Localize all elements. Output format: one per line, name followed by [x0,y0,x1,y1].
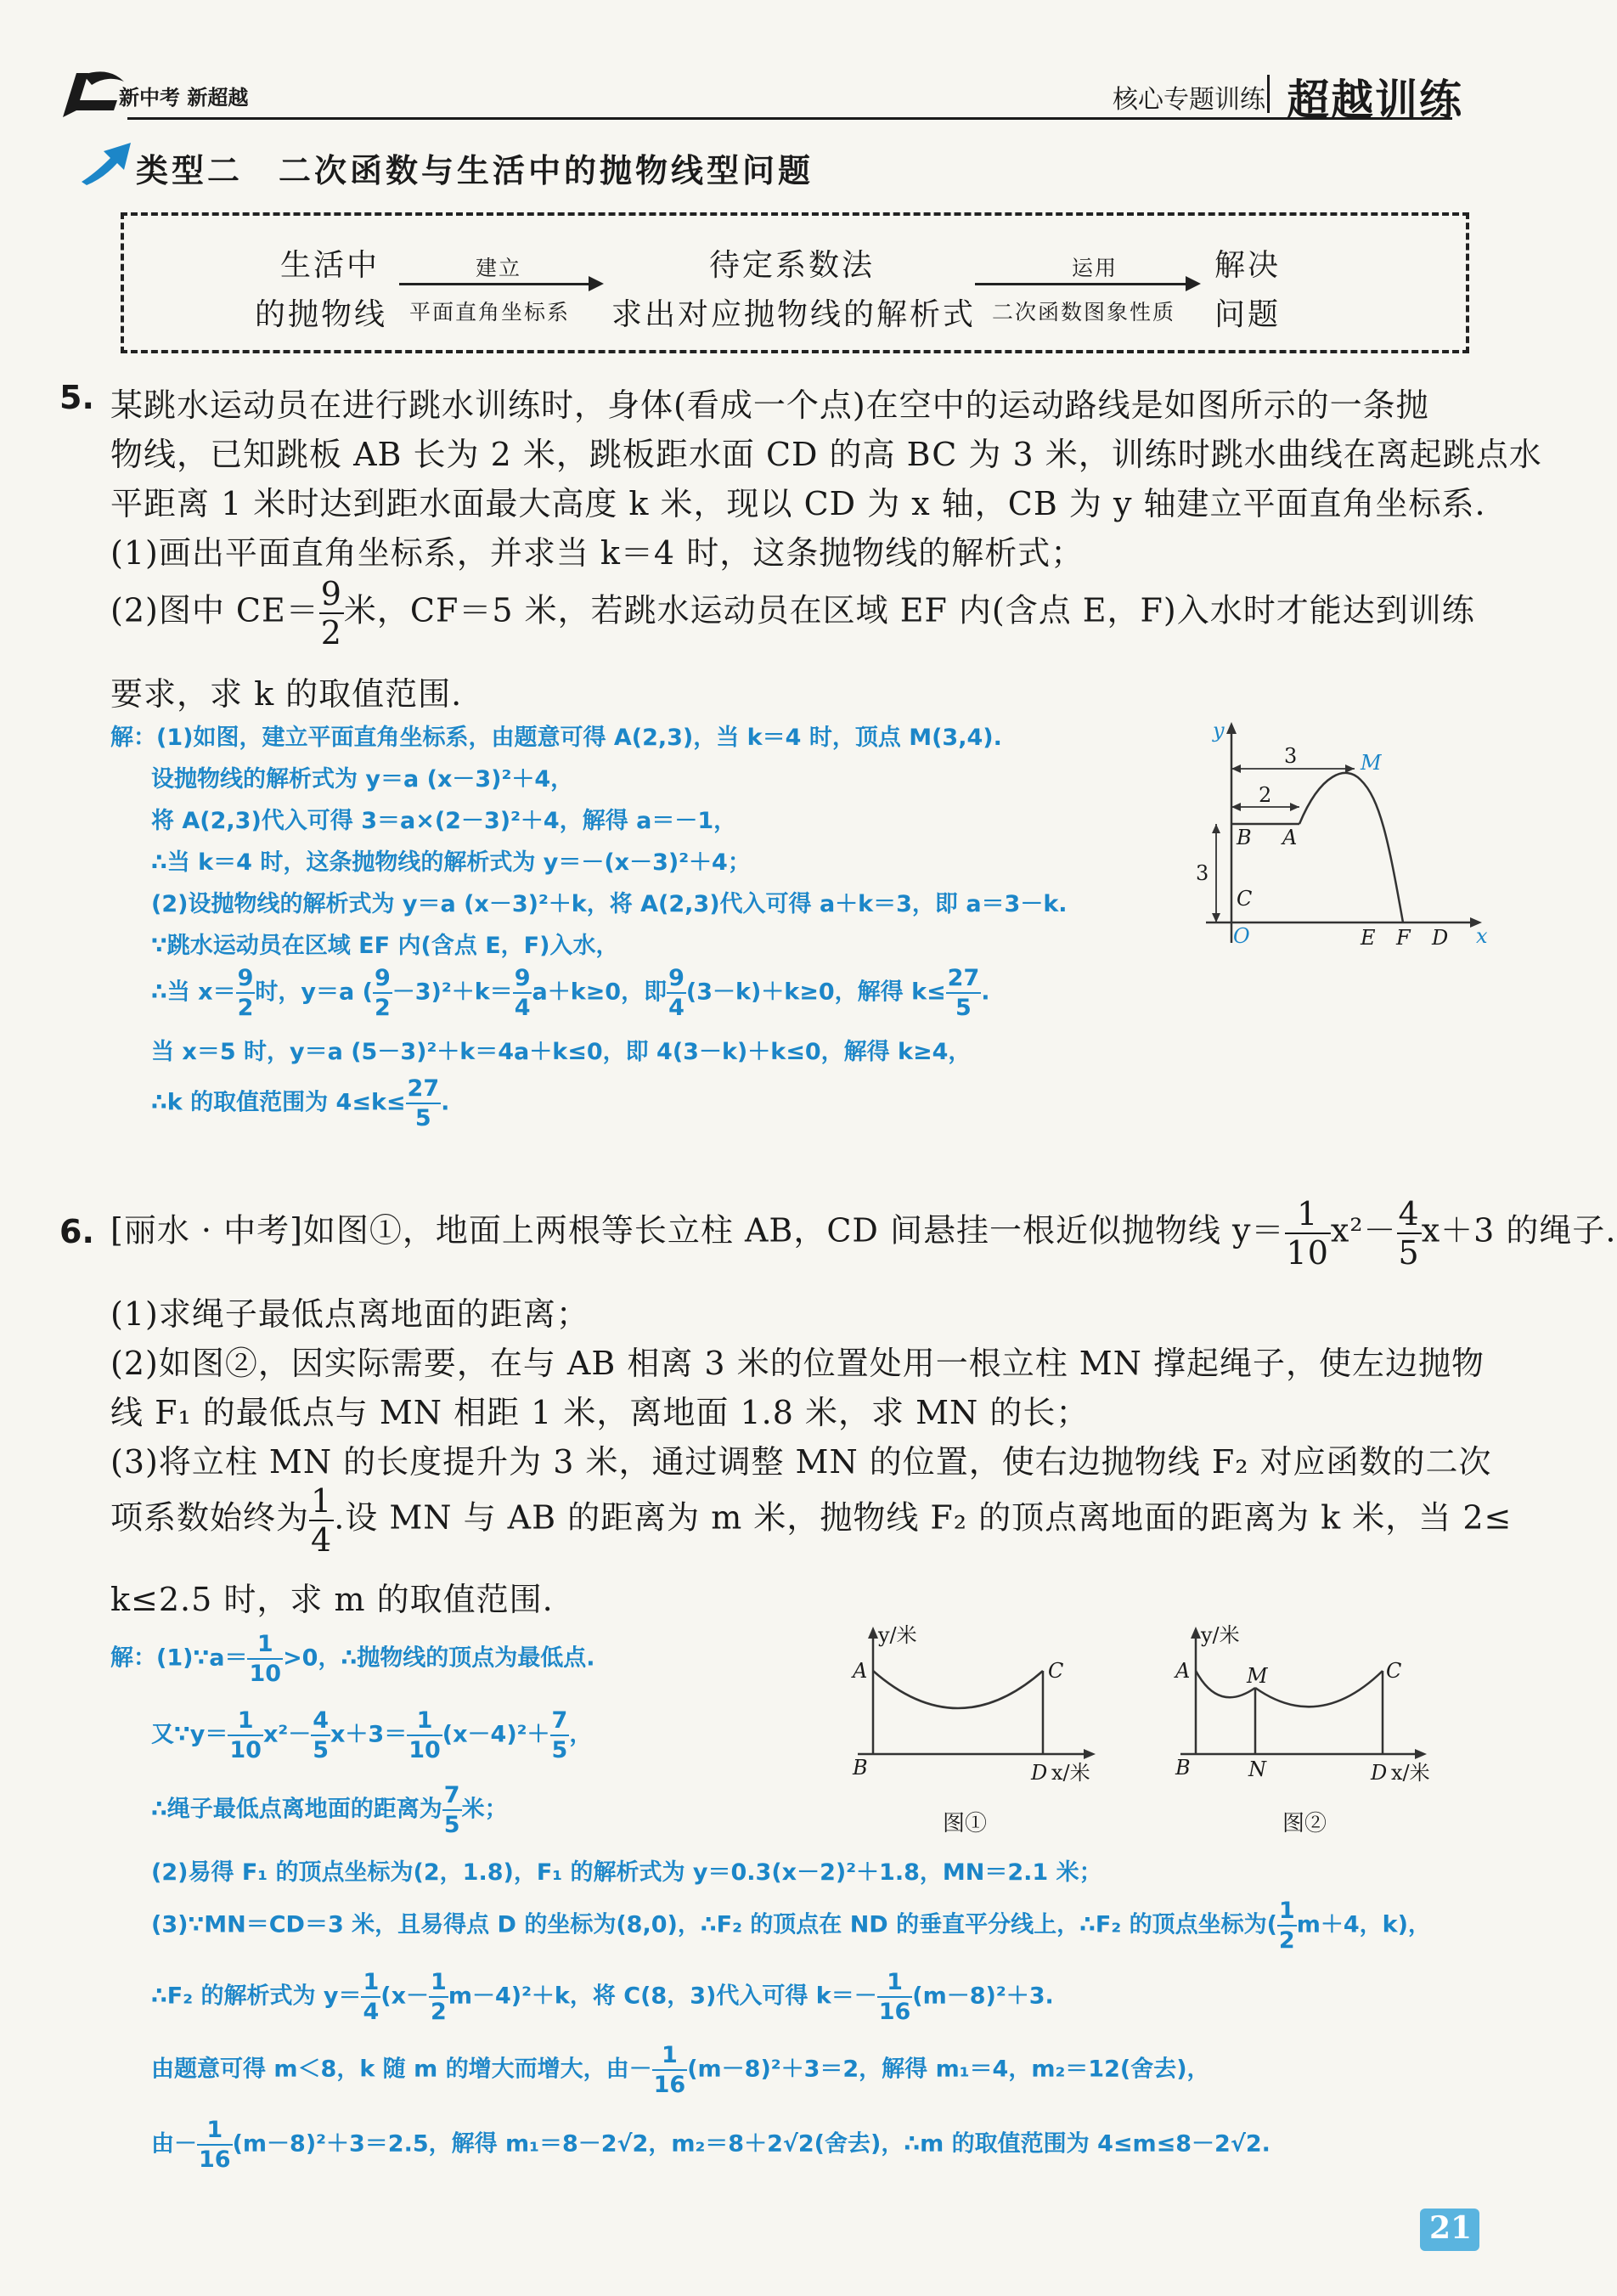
brand-text: 新中考 新超越 [119,86,249,110]
problem6-number: 6. [59,1213,94,1250]
problem6-line5: (3)将立柱 MN 的长度提升为 3 米，通过调整 MN 的位置，使右边抛物线 F₂ 对应函数的二次 [110,1443,1492,1481]
p5-fig-label-A: A [1282,826,1298,849]
p5-fig-label-F: F [1396,926,1411,950]
fig1-x-arrow-icon [1084,1749,1096,1759]
svg-text:D: D [1371,1761,1388,1785]
flow-arrow2-head-icon [1186,276,1201,291]
svg-text:C: C [1386,1659,1402,1683]
flow-arrow1-head-icon [589,276,604,291]
p5-fig-label-C: C [1237,887,1253,911]
svg-text:B: B [1175,1756,1191,1780]
p5-fig-label-y: y [1213,719,1225,742]
svg-text:N: N [1248,1757,1266,1781]
p5-fig-label-D: D [1432,926,1449,950]
flow-arrow2-bottom: 二次函数图象性质 [992,300,1176,324]
svg-text:y/米: y/米 [1201,1623,1240,1647]
problem5-q2 [110,575,1475,652]
problem5-line4: (1)画出平面直角坐标系，并求当 k＝4 时，这条抛物线的解析式； [110,534,1085,572]
problem5-q2-end: 要求，求 k 的取值范围. [110,675,463,713]
p6-sol-line3: ∴绳子最低点离地面的距离为 $\frac{7}{5}$ 米； [151,1782,508,1838]
problem5-line2: 物线，已知跳板 AB 长为 2 米，跳板距水面 CD 的高 BC 为 3 米，训练时跳水曲线在离起跳点水 [110,436,1542,473]
flow-arrow2-line [975,283,1187,285]
svg-text:D: D [1031,1761,1048,1785]
section-arrow-icon [78,139,138,187]
flow-step1-line1: 生活中 [280,248,380,283]
svg-text:x/米: x/米 [1391,1761,1430,1785]
problem5-line3: 平距离 1 米时达到距水面最大高度 k 米，现以 CD 为 x 轴，CB 为 y 轴建立平面直角坐标系. [110,485,1486,522]
svg-text:B: B [853,1756,868,1780]
problem6-line3: (2)如图②，因实际需要，在与 AB 相离 3 米的位置处用一根立柱 MN 撑起绳子，使左边抛物 [110,1345,1485,1382]
problem5-q2-part-a: (2)图中 CE＝ [110,591,319,629]
p5-sol-line4: ∴当 k＝4 时，这条抛物线的解析式为 y＝－(x－3)²＋4； [151,849,751,876]
flow-step3-line1: 解决 [1214,248,1282,283]
svg-text:A: A [853,1659,868,1683]
problem5-number: 5. [59,379,94,416]
problem6-line4: 线 F₁ 的最低点与 MN 相距 1 米，离地面 1.8 米，求 MN 的长； [110,1394,1090,1431]
brand-logo-icon [58,66,126,126]
p5-sol-line1: 解：(1)如图，建立平面直角坐标系，由题意可得 A(2,3)，当 k＝4 时，顶点 M(3,4). [110,725,1002,751]
svg-text:图②: 图② [1282,1811,1327,1836]
svg-text:A: A [1175,1659,1191,1683]
p5-sol-line3: 将 A(2,3)代入可得 3＝a×(2－3)²＋4，解得 a＝－1， [151,808,737,834]
flow-arrow2-top: 运用 [1072,256,1118,280]
problem5-figure [1138,714,1495,960]
problem6-line1: [丽水 · 中考]如图①，地面上两根等长立柱 AB，CD 间悬挂一根近似抛物线 y＝ $\frac{1}{10}$ x²－ $\frac{4}{5}$ x＋3 的绳子. [110,1195,1617,1272]
fig1-rope [873,1671,1043,1708]
fig2-x-arrow-icon [1415,1749,1427,1759]
p6-sol-line1: 解：(1)∵a＝ $\frac{1}{10}$ >0，∴抛物线的顶点为最低点. [110,1631,595,1687]
p5-fig-label-M: M [1361,751,1382,775]
page-number: 21 [1429,2210,1473,2246]
p6-sol-line8: 由－ $\frac{1}{16}$ (m－8)²＋3＝2.5，解得 m₁＝8－2√2，m₂＝8＋2√2(舍去)，∴m 的取值范围为 4≤m≤8－2√2. [151,2117,1270,2173]
p6-sol-line4: (2)易得 F₁ 的顶点坐标为(2，1.8)，F₁ 的解析式为 y＝0.3(x－2)²＋1.8，MN＝2.1 米； [151,1859,1102,1886]
p6-sol-line7: 由题意可得 m＜8，k 随 m 的增大而增大，由－ $\frac{1}{16}$ (m－8)²＋3＝2，解得 m₁＝4，m₂＝12(舍去)， [151,2042,1210,2098]
problem5-q2-part-b: 米，CF＝5 米，若跳水运动员在区域 EF 内(含点 E，F)入水时才能达到训练 [343,591,1475,629]
flow-arrow1-line [399,283,590,285]
svg-text:图①: 图① [943,1811,988,1836]
problem6-figure1 [841,1618,1113,1848]
section-title: 类型二 二次函数与生活中的抛物线型问题 [136,151,814,189]
p5-sol-line9: ∴k 的取值范围为 4≤k≤ $\frac{27}{5}$ . [151,1075,450,1131]
p6-sol-line2: 又∵y＝ $\frac{1}{10}$ x²－ $\frac{4}{5}$ x＋3＝ $\frac{1}{10}$ (x－4)²＋ $\frac{7}{5}$ ， [151,1707,593,1763]
p6-sol-line6: ∴F₂ 的解析式为 y＝ $\frac{1}{4}$ (x－ $\frac{1}{2}$ m－4)²＋k，将 C(8，3)代入可得 k＝－ $\frac{1}{16}$ (m－8)²＋3. [151,1969,1054,2025]
p5-sol-line6: ∵跳水运动员在区域 EF 内(含点 E，F)入水， [151,933,619,959]
header-divider [1267,75,1270,113]
header-title: 超越训练 [1287,76,1463,125]
p6-sol-line5: (3)∵MN＝CD＝3 米，且易得点 D 的坐标为(8,0)，∴F₂ 的顶点在 ND 的垂直平分线上，∴F₂ 的顶点坐标为( $\frac{1}{2}$ m＋4，k)， [151,1898,1431,1954]
p5-fig-label-3top: 3 [1284,744,1298,768]
p5-fig-y-arrow-icon [1226,722,1237,734]
problem6-line6: 项系数始终为 $\frac{1}{4}$ .设 MN 与 AB 的距离为 m 米，抛物线 F₂ 的顶点离地面的距离为 k 米，当 2≤ [110,1482,1513,1559]
p5-fig-label-O: O [1233,924,1250,948]
p5-fig-label-3side: 3 [1196,861,1209,885]
flow-arrow1-top: 建立 [476,256,522,280]
p5-sol-line2: 设抛物线的解析式为 y＝a (x－3)²＋4， [151,766,574,793]
p5-sol-line8: 当 x＝5 时，y＝a (5－3)²＋k＝4a＋k≤0，即 4(3－k)＋k≤0，解得 k≥4， [151,1039,972,1065]
fig2-y-arrow-icon [1191,1627,1201,1639]
problem6-figure2 [1155,1618,1461,1848]
p5-fig-label-x: x [1476,924,1488,948]
header-label: 核心专题训练 [1113,85,1265,115]
p5-sol-line7: ∴当 x＝ $\frac{9}{2}$ 时，y＝a ( $\frac{9}{2}$ －3)²＋k＝ $\frac{9}{4}$ a＋k≥0，即 $\frac{9}{4}$ (3－k)＋k≥0，解得 k≤ $\frac{27}{5}$ . [151,965,990,1021]
flow-step3-line2: 问题 [1214,297,1282,332]
problem5-line1: 某跳水运动员在进行跳水训练时，身体(看成一个点)在空中的运动路线是如图所示的一条抛 [110,386,1429,424]
svg-text:x/米: x/米 [1051,1761,1090,1785]
p5-sol-line5: (2)设抛物线的解析式为 y＝a (x－3)²＋k，将 A(2,3)代入可得 a＋k＝3，即 a＝3－k. [151,891,1068,917]
p5-fig-parabola [1299,773,1403,922]
svg-text:y/米: y/米 [878,1623,917,1647]
p5-fig-label-2: 2 [1259,783,1272,807]
problem5-q2-frac: $\frac{9}{2}$ [320,575,342,652]
flow-arrow1-bottom: 平面直角坐标系 [409,300,571,324]
fig1-y-arrow-icon [868,1627,878,1639]
header-rule [127,117,1452,120]
p5-fig-label-B: B [1237,826,1252,849]
svg-text:C: C [1048,1659,1064,1683]
problem6-line2: (1)求绳子最低点离地面的距离； [110,1295,589,1333]
fig2-rope-F2 [1255,1671,1383,1706]
flow-step2-line2: 求出对应抛物线的解析式 [611,297,977,332]
problem6-line7: k≤2.5 时，求 m 的取值范围. [110,1581,554,1618]
svg-text:M: M [1247,1664,1268,1688]
flow-step2-line1: 待定系数法 [709,248,876,283]
flow-step1-line2: 的抛物线 [255,297,388,332]
p5-fig-label-E: E [1361,926,1376,950]
